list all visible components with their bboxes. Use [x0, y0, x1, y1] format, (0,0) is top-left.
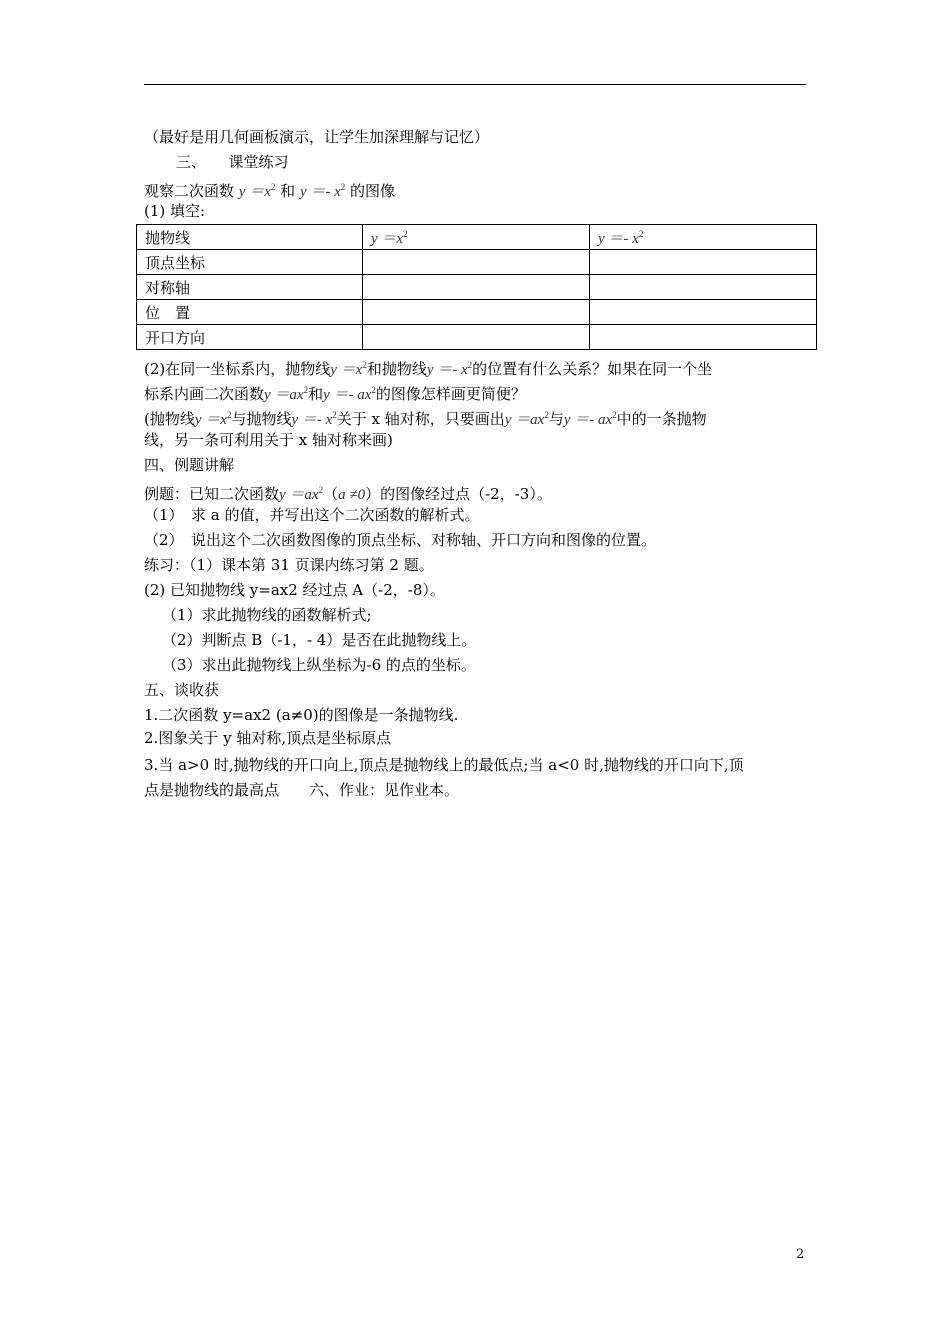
summary-4: 点是抛物线的最高点 六、作业：见作业本。 [144, 781, 460, 799]
practice-2-q3: （3）求出此抛物线上纵坐标为-6 的点的坐标。 [162, 656, 476, 674]
example-q2: （2） 说出这个二次函数图像的顶点坐标、对称轴、开口方向和图像的位置。 [144, 531, 657, 549]
table-row [137, 300, 817, 325]
table-cell: 顶点坐标 [137, 250, 363, 275]
practice-2-q2: （2）判断点 B（-1，- 4）是否在此抛物线上。 [162, 631, 477, 649]
section-4-heading: 四、例题讲解 [144, 456, 235, 474]
header-rule [144, 84, 806, 85]
table-cell: 抛物线 [137, 225, 363, 250]
table-cell [363, 325, 590, 350]
fill-in-table [136, 224, 817, 350]
section-3-heading: 三、 课堂练习 [176, 153, 289, 171]
text: 和 [280, 182, 296, 200]
table-row [137, 325, 817, 350]
question-2-line-1: (2)在同一坐标系内，抛物线$y =x^2$和抛物线$y =- x^2$的位置有什么关系？如果在同一个坐 [144, 360, 713, 378]
formula-y-neg-x2: $y =- x^2$ [299, 182, 346, 200]
answer-2-line-1: (抛物线$y =x^2$与抛物线$y =- x^2$关于 x 轴对称，只要画出$y =ax^2$与$y =- ax^2$中的一条抛物 [144, 410, 707, 428]
text: 的图像 [350, 182, 396, 200]
text: 观察二次函数 [144, 182, 235, 200]
table-cell: 对称轴 [137, 275, 363, 300]
summary-3: 3.当 a>0 时,抛物线的开口向上,顶点是抛物线上的最低点;当 a<0 时,抛物线的开口向下,顶 [144, 756, 744, 774]
note-line: （最好是用几何画板演示，让学生加深理解与记忆） [144, 128, 490, 146]
table-cell [590, 275, 817, 300]
table-row [137, 250, 817, 275]
table-header-row [137, 225, 817, 250]
page-number: 2 [796, 1247, 805, 1262]
formula-y-x2: $y =x^2$ [238, 182, 276, 200]
table-cell [363, 300, 590, 325]
table-cell: 位 置 [137, 300, 363, 325]
example-line: 例题：已知二次函数$y =ax^2(a \ne 0)$的图像经过点（-2，-3）。 [144, 485, 552, 503]
table-row [137, 275, 817, 300]
observe-line [144, 177, 395, 202]
table-cell: $y =x^2$ [363, 225, 590, 250]
section-5-heading: 五、谈收获 [144, 681, 220, 699]
practice-2: (2) 已知抛物线 y=ax2 经过点 A（-2，-8）。 [144, 581, 445, 599]
question-2-line-2: 标系内画二次函数$y =ax^2$和$y =- ax^2$的图像怎样画更简便？ [144, 385, 526, 403]
practice-1: 练习：（1）课本第 31 页课内练习第 2 题。 [144, 556, 434, 574]
table-cell: $y =- x^2$ [590, 225, 817, 250]
table-cell [590, 300, 817, 325]
fill-in-label: (1) 填空: [144, 202, 206, 220]
table-cell: 开口方向 [137, 325, 363, 350]
answer-2-line-2: 线，另一条可利用关于 x 轴对称来画) [144, 431, 393, 449]
table-cell [363, 275, 590, 300]
summary-2: 2.图象关于 y 轴对称,顶点是坐标原点 [144, 729, 392, 747]
table-cell [590, 250, 817, 275]
summary-1: 1.二次函数 y=ax2 (a≠0)的图像是一条抛物线. [144, 706, 459, 724]
table-cell [590, 325, 817, 350]
example-q1: （1） 求 a 的值，并写出这个二次函数的解析式。 [144, 506, 480, 524]
table-cell [363, 250, 590, 275]
practice-2-q1: （1）求此抛物线的函数解析式; [162, 606, 372, 624]
